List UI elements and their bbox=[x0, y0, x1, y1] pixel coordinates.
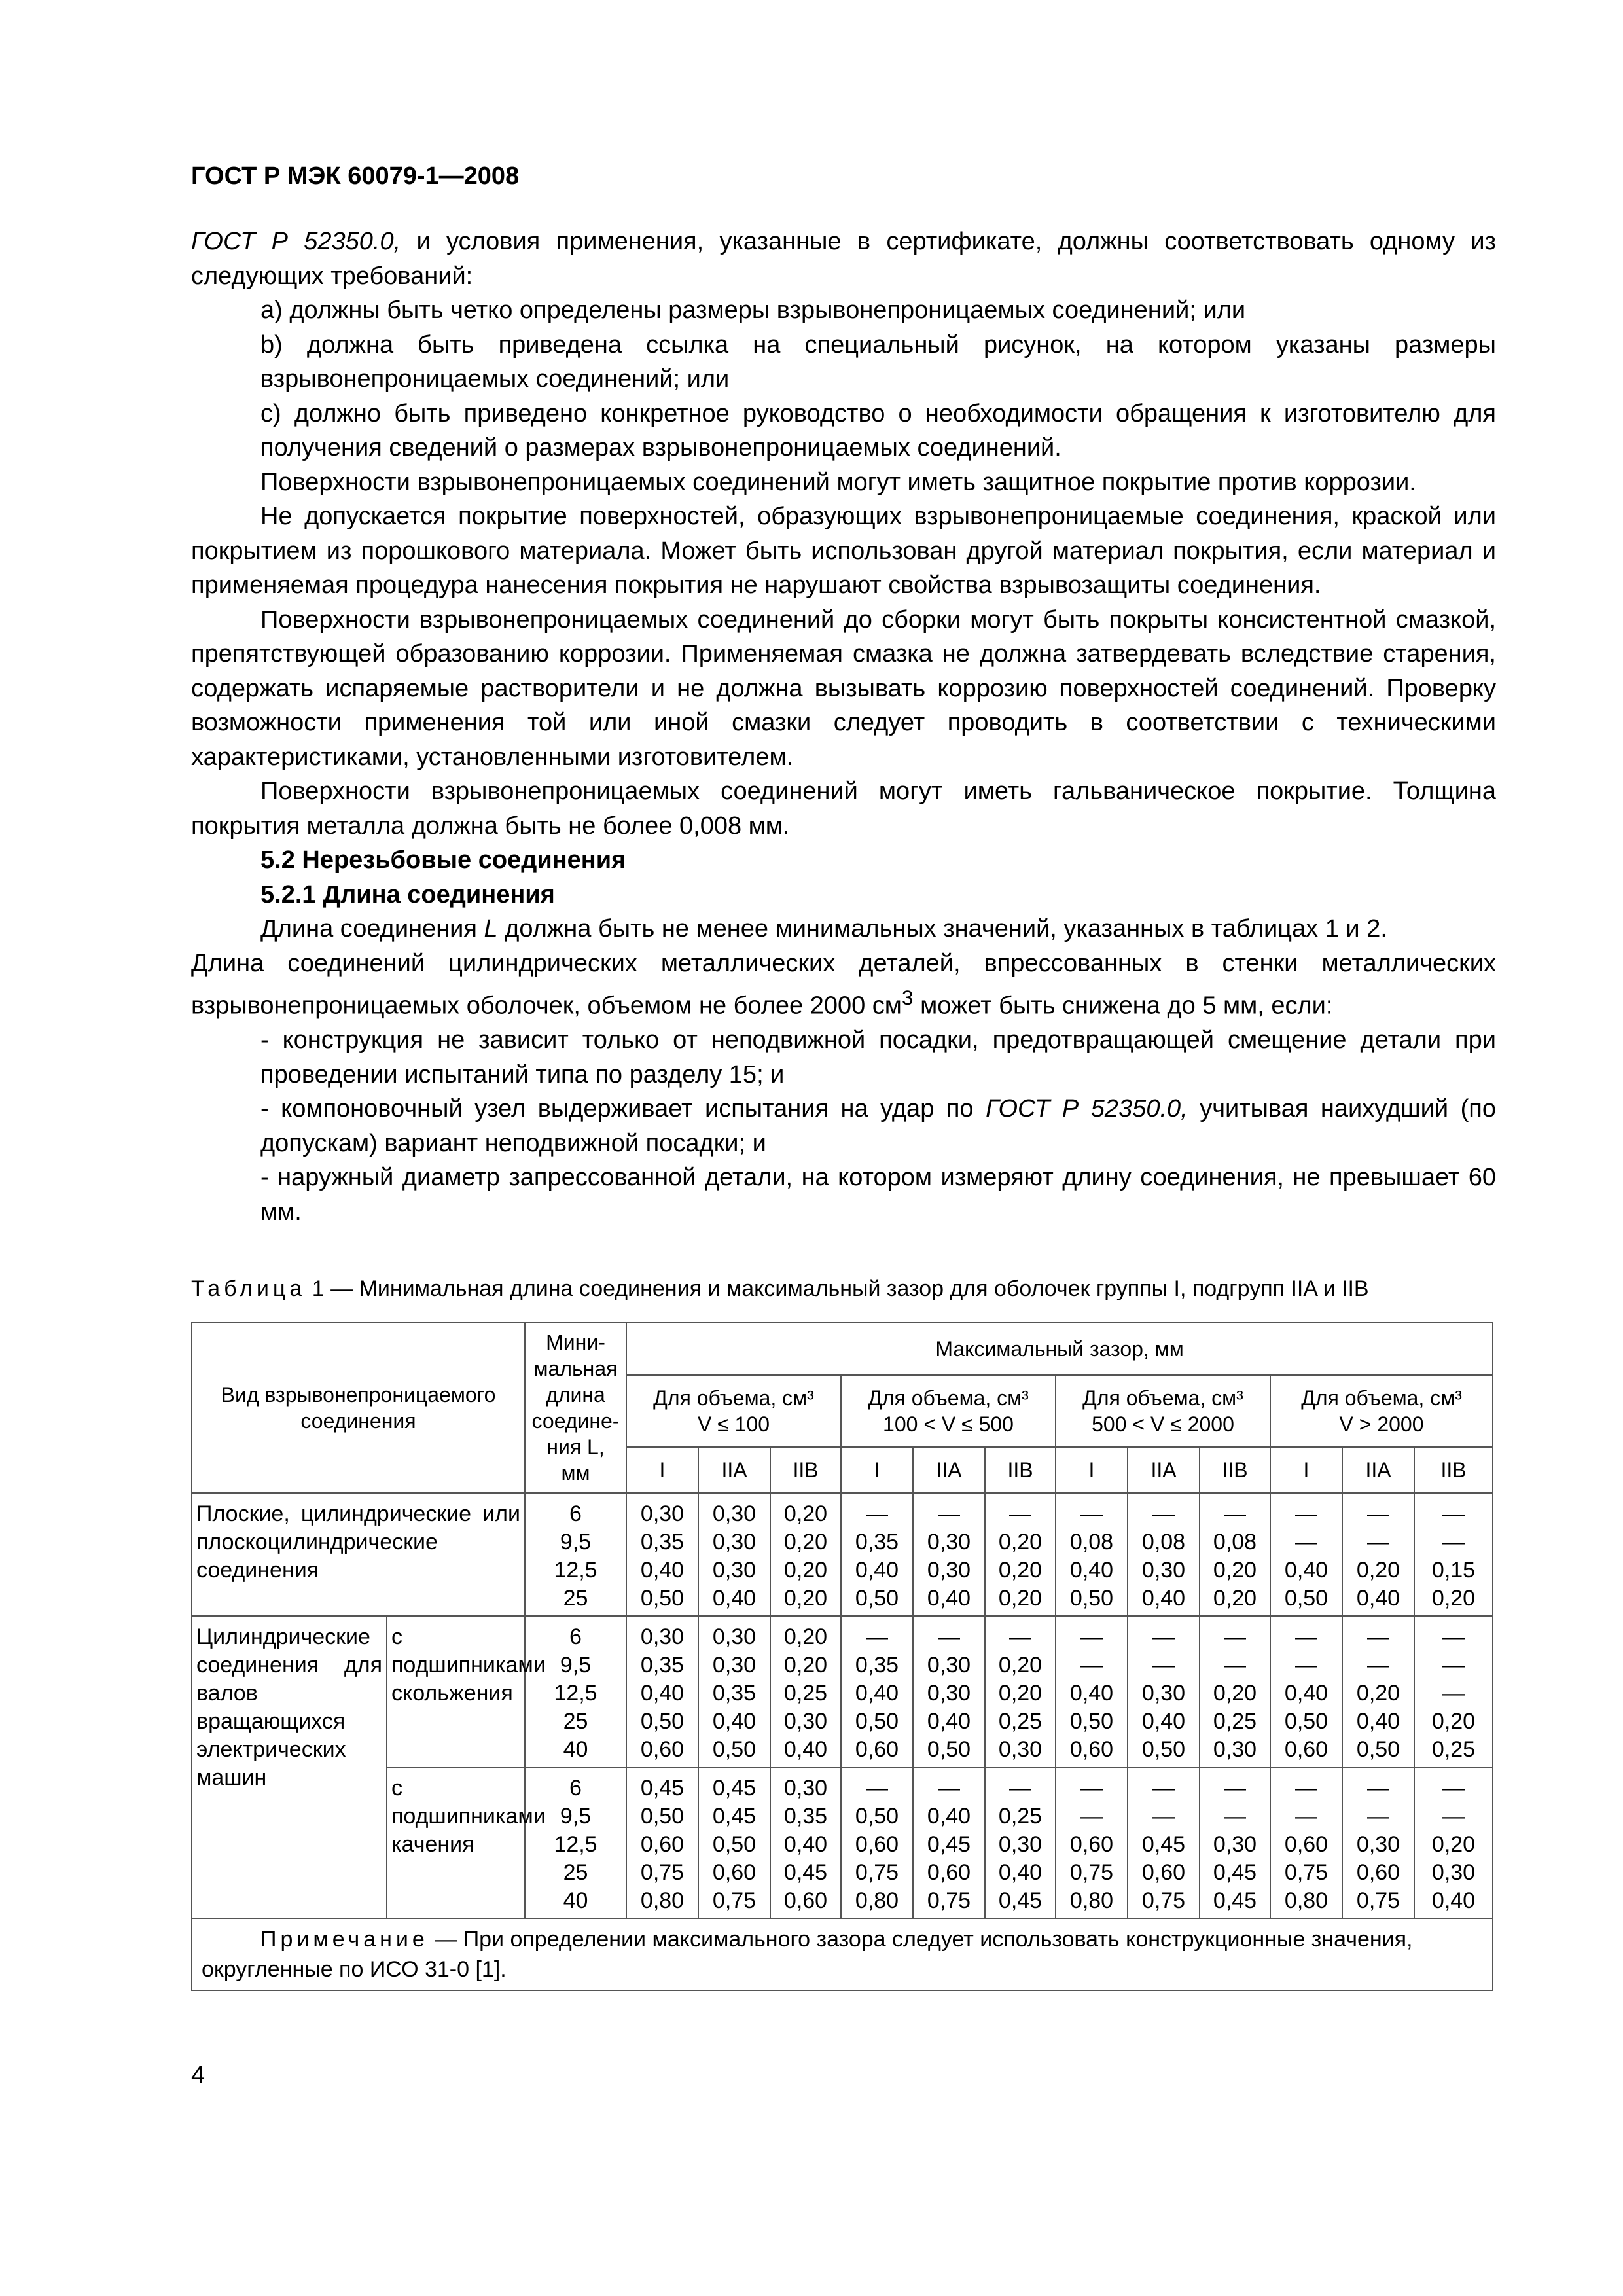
bullet-3: - наружный диаметр запрессованной детали, на котором измеряют длину соединения, не превышает 60 мм. bbox=[260, 1164, 1496, 1226]
text-span: - компоновочный узел выдерживает испытания на удар по bbox=[260, 1095, 986, 1123]
bullet-2 bbox=[191, 1092, 1496, 1160]
table-cell: 0,20 0,20 0,25 0,30 0,40 bbox=[770, 1616, 841, 1767]
text-span: должна быть не менее минимальных значений, указанных в таблицах 1 и 2. bbox=[497, 915, 1387, 942]
paragraph-joint-length bbox=[191, 912, 1496, 946]
table-cell: — — 0,20 0,40 0,50 bbox=[1342, 1616, 1414, 1767]
text-span: учитывая наихудший (по допускам) вариант неподвижной посадки; и bbox=[260, 1095, 1496, 1157]
table-cell: 0,45 0,50 0,60 0,75 0,80 bbox=[626, 1767, 698, 1918]
header-volume-3: Для объема, см³ 500 < V ≤ 2000 bbox=[1056, 1375, 1270, 1447]
standard-reference: ГОСТ Р 52350.0, bbox=[191, 228, 401, 255]
page-number: 4 bbox=[191, 2062, 205, 2089]
table-cell: — — 0,60 0,75 0,80 bbox=[1056, 1767, 1128, 1918]
table-cell: — 0,08 0,30 0,40 bbox=[1128, 1493, 1200, 1616]
row-label-flat: Плоские, цилиндрические или плоскоцилиндрические соединения bbox=[192, 1493, 525, 1616]
table-cell: 0,30 0,35 0,40 0,50 0,60 bbox=[626, 1616, 698, 1767]
row-sublabel-rolling: с подшипниками качения bbox=[387, 1767, 525, 1918]
paragraph-pressed-parts bbox=[191, 946, 1496, 1024]
body-text bbox=[191, 224, 1496, 1229]
header-group: IIB bbox=[1200, 1447, 1270, 1493]
table-cell: — 0,08 0,40 0,50 bbox=[1056, 1493, 1128, 1616]
header-group: IIA bbox=[1128, 1447, 1200, 1493]
header-min-length: Мини- мальная длина соедине- ния L, мм bbox=[525, 1323, 626, 1493]
table-cell: — — 0,30 0,40 0,50 bbox=[1128, 1616, 1200, 1767]
row-lengths: 6 9,5 12,5 25 bbox=[525, 1493, 626, 1616]
table-cell: — 0,25 0,30 0,40 0,45 bbox=[985, 1767, 1056, 1918]
table-cell: — 0,08 0,20 0,20 bbox=[1200, 1493, 1270, 1616]
table-cell: — — 0,20 0,25 0,30 bbox=[1200, 1616, 1270, 1767]
table-caption-text: 1 — Минимальная длина соединения и максимальный зазор для оболочек группы I, подгрупп IIA и IIB bbox=[306, 1276, 1369, 1301]
header-group: IIB bbox=[985, 1447, 1056, 1493]
table-cell: — 0,35 0,40 0,50 bbox=[841, 1493, 913, 1616]
data-table bbox=[191, 1322, 1493, 1991]
paragraph-grease: Поверхности взрывонепроницаемых соединений до сборки могут быть покрыты консистентной смазкой, препятствующей образованию коррозии. Применяемая смазка не должна затвердевать вследствие старения, содержать испаряемые растворители и не должна вызывать коррозию поверхностей соединений. Проверку возможности применения той или иной смазки следует проводить в соответствии с техническими характеристиками, установленными изготовителем. bbox=[191, 605, 1496, 771]
standard-reference: ГОСТ Р 52350.0, bbox=[986, 1095, 1188, 1123]
table-row bbox=[192, 1767, 1493, 1918]
table-cell: — — 0,40 0,50 bbox=[1270, 1493, 1342, 1616]
table-caption-label: Таблица bbox=[191, 1276, 306, 1301]
section-heading-5-2: 5.2 Нерезьбовые соединения bbox=[260, 846, 626, 874]
table-cell: — — 0,30 0,45 0,45 bbox=[1200, 1767, 1270, 1918]
header-group: I bbox=[841, 1447, 913, 1493]
text-span: может быть снижена до 5 мм, если: bbox=[913, 992, 1333, 1020]
header-group: IIA bbox=[1342, 1447, 1414, 1493]
paragraph-text: и условия применения, указанные в сертификате, должны соответствовать одному из следующих требований: bbox=[191, 228, 1496, 290]
table-cell: — 0,30 0,30 0,40 0,50 bbox=[913, 1616, 985, 1767]
table-cell: — 0,40 0,45 0,60 0,75 bbox=[913, 1767, 985, 1918]
table-cell: 0,30 0,30 0,35 0,40 0,50 bbox=[698, 1616, 770, 1767]
note-label: Примечание bbox=[260, 1927, 429, 1952]
table-row bbox=[192, 1616, 1493, 1767]
table-cell: 0,45 0,45 0,50 0,60 0,75 bbox=[698, 1767, 770, 1918]
table-cell: — — 0,30 0,60 0,75 bbox=[1342, 1767, 1414, 1918]
table-caption bbox=[191, 1276, 1369, 1302]
paragraph-paint: Не допускается покрытие поверхностей, образующих взрывонепроницаемые соединения, краской или покрытием из порошкового материала. Может быть использован другой материал покрытия, если материал и применяемая процедура нанесения покрытия не нарушают свойства взрывозащиты соединения. bbox=[191, 503, 1496, 599]
variable-l: L bbox=[484, 915, 498, 942]
row-label-cylindrical: Цилиндрические соединения для валов вращающихся электрических машин bbox=[192, 1616, 387, 1918]
table-cell: — — — 0,20 0,25 bbox=[1414, 1616, 1493, 1767]
table-note bbox=[192, 1918, 1493, 1990]
list-item-a: а) должны быть четко определены размеры взрывонепроницаемых соединений; или bbox=[260, 296, 1246, 324]
text-span: Длина соединений цилиндрических металлических деталей, впрессованных в стенки металлических взрывонепроницаемых оболочек, объемом не более 2000 см bbox=[191, 949, 1496, 1020]
table-cell: 0,30 0,35 0,40 0,45 0,60 bbox=[770, 1767, 841, 1918]
table-cell: — — 0,60 0,75 0,80 bbox=[1270, 1767, 1342, 1918]
table-cell: 0,20 0,20 0,20 0,20 bbox=[770, 1493, 841, 1616]
row-sublabel-sliding: с подшипниками скольжения bbox=[387, 1616, 525, 1767]
row-lengths: 6 9,5 12,5 25 40 bbox=[525, 1616, 626, 1767]
header-group: IIB bbox=[770, 1447, 841, 1493]
superscript: 3 bbox=[901, 986, 914, 1009]
table-note-row bbox=[192, 1918, 1493, 1990]
paragraph-galvanic: Поверхности взрывонепроницаемых соединений могут иметь гальваническое покрытие. Толщина покрытия металла должна быть не более 0,008 мм. bbox=[191, 778, 1496, 840]
table-cell: 0,30 0,30 0,30 0,40 bbox=[698, 1493, 770, 1616]
table-cell: — — 0,40 0,50 0,60 bbox=[1270, 1616, 1342, 1767]
header-group: I bbox=[1056, 1447, 1128, 1493]
note-text: — При определении максимального зазора следует использовать конструкционные значения, округленные по ИСО 31-0 [1]. bbox=[202, 1927, 1413, 1982]
header-group: IIA bbox=[913, 1447, 985, 1493]
bullet-1: - конструкция не зависит только от неподвижной посадки, предотвращающей смещение детали при проведении испытаний типа по разделу 15; и bbox=[260, 1026, 1496, 1088]
table-cell: — 0,20 0,20 0,20 bbox=[985, 1493, 1056, 1616]
header-group: IIB bbox=[1414, 1447, 1493, 1493]
table-cell: — 0,20 0,20 0,25 0,30 bbox=[985, 1616, 1056, 1767]
header-max-gap: Максимальный зазор, мм bbox=[626, 1323, 1493, 1375]
text-span: Длина соединения bbox=[260, 915, 484, 942]
table-cell: — — 0,20 0,40 bbox=[1342, 1493, 1414, 1616]
header-volume-1: Для объема, см³ V ≤ 100 bbox=[626, 1375, 841, 1447]
table-cell: — — 0,40 0,50 0,60 bbox=[1056, 1616, 1128, 1767]
header-joint-type: Вид взрывонепроницаемого соединения bbox=[192, 1323, 525, 1493]
table-cell: — — 0,15 0,20 bbox=[1414, 1493, 1493, 1616]
header-group: IIA bbox=[698, 1447, 770, 1493]
header-volume-2: Для объема, см³ 100 < V ≤ 500 bbox=[841, 1375, 1056, 1447]
table-cell: — — 0,45 0,60 0,75 bbox=[1128, 1767, 1200, 1918]
section-heading-5-2-1: 5.2.1 Длина соединения bbox=[260, 880, 555, 908]
table-cell: — 0,30 0,30 0,40 bbox=[913, 1493, 985, 1616]
header-group: I bbox=[1270, 1447, 1342, 1493]
document-header: ГОСТ Р МЭК 60079-1—2008 bbox=[191, 162, 520, 190]
list-item-c: с) должно быть приведено конкретное руководство о необходимости обращения к изготовителю для получения сведений о размерах взрывонепроницаемых соединений. bbox=[260, 399, 1496, 461]
row-lengths: 6 9,5 12,5 25 40 bbox=[525, 1767, 626, 1918]
table-cell: 0,30 0,35 0,40 0,50 bbox=[626, 1493, 698, 1616]
table-cell: — 0,50 0,60 0,75 0,80 bbox=[841, 1767, 913, 1918]
table-cell: — — 0,20 0,30 0,40 bbox=[1414, 1767, 1493, 1918]
table-row bbox=[192, 1493, 1493, 1616]
header-volume-4: Для объема, см³ V > 2000 bbox=[1270, 1375, 1493, 1447]
paragraph-intro bbox=[191, 224, 1496, 293]
header-group: I bbox=[626, 1447, 698, 1493]
list-item-b: b) должна быть приведена ссылка на специальный рисунок, на котором указаны размеры взрывонепроницаемых соединений; или bbox=[260, 331, 1496, 393]
table-cell: — 0,35 0,40 0,50 0,60 bbox=[841, 1616, 913, 1767]
paragraph-coating: Поверхности взрывонепроницаемых соединений могут иметь защитное покрытие против коррозии. bbox=[260, 468, 1416, 496]
